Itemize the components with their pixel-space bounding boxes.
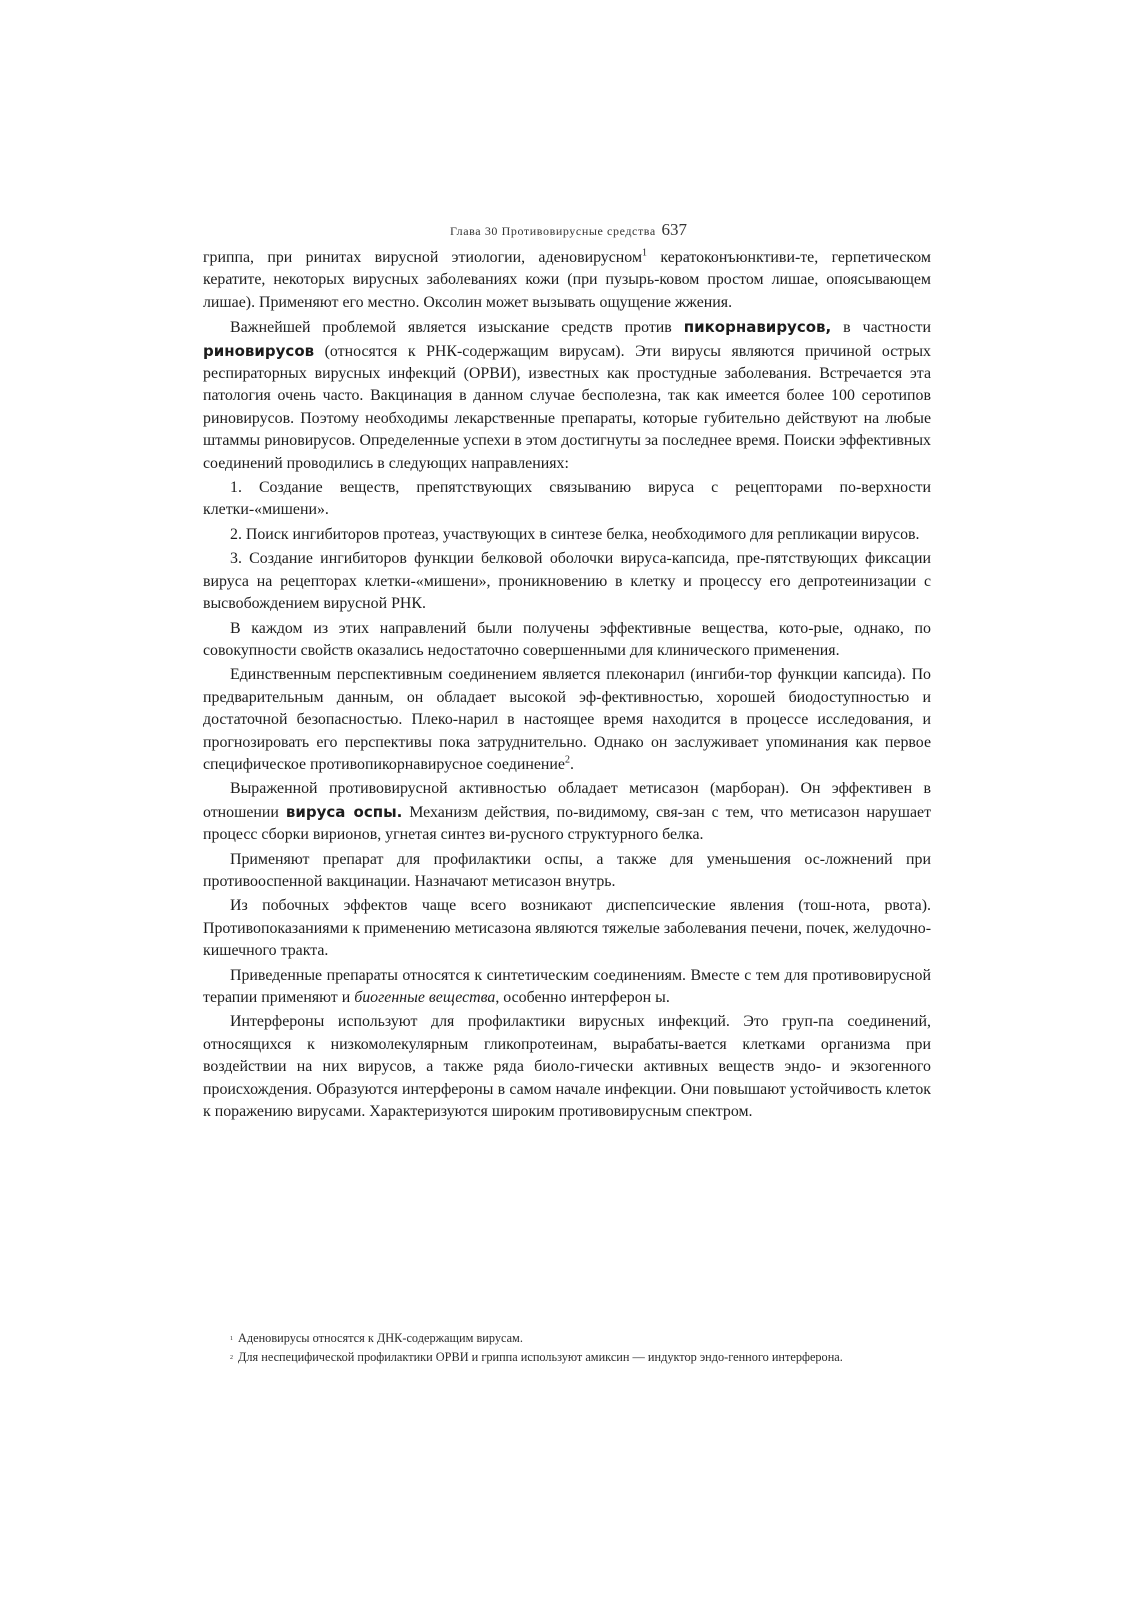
paragraph-8 <box>203 965 931 1010</box>
footnote-text: Аденовирусы относятся к ДНК-содержащим вирусам. <box>238 1331 523 1345</box>
text: Выраженной противовирусной активностью обладает метисазон (марборан). Он эффективен в отношении <box>203 780 931 821</box>
main-text <box>203 247 931 1125</box>
footnote-ref-1: 1 <box>642 247 648 259</box>
footnote-ref-2: 2 <box>564 754 570 766</box>
text: в частности <box>831 319 931 337</box>
footnote-1 <box>203 1329 931 1348</box>
paragraph-6: Применяют препарат для профилактики оспы, а также для уменьшения ос-ложнений при противооспенной вакцинации. Назначают метисазон внутрь. <box>203 850 931 890</box>
page-number: 637 <box>661 220 687 239</box>
paragraph-1 <box>203 247 931 314</box>
paragraph-7: Из побочных эффектов чаще всего возникают диспепсические явления (тош-нота, рвота). Противопоказаниями к применению метисазона являются тяжелые заболевания печени, почек, желудочно-кишечного тракта. <box>203 897 931 960</box>
footnote-text: Для неспецифической профилактики ОРВИ и гриппа используют амиксин — индуктор эндо-генного интерферона. <box>238 1350 843 1365</box>
chapter-title: Глава 30 Противовирусные средства <box>450 224 656 238</box>
footnote-mark: 2 <box>230 1355 233 1362</box>
list-item-3: 3. Создание ингибиторов функции белковой оболочки вируса-капсида, пре-пятствующих фиксации вируса на рецепторах клетки-«мишени», проникновению в клетку и процессу его депротеинизации с высвобождением вирусной РНК. <box>203 550 931 613</box>
list-item-2: 2. Поиск ингибиторов протеаз, участвующих в синтезе белка, необходимого для репликации вирусов. <box>230 525 920 543</box>
list-item-1: 1. Создание веществ, препятствующих связыванию вируса с рецепторами по-верхности клетки-«мишени». <box>203 479 931 519</box>
text: Единственным перспективным соединением является плеконарил (ингиби-тор функции капсида). По предварительным данным, он обладает высокой эф-фективностью, хорошей биодоступностью и достаточной безопасностью. Плеко-нарил в настоящее время находится в процессе исследования, и прогнозировать его перспективы пока затруднительно. Однако он заслуживает упоминания как первое специфическое противопикорнавирусное соединение <box>203 666 931 773</box>
paragraph-4 <box>203 664 931 776</box>
footnotes <box>203 1329 931 1367</box>
term-smallpox-virus: вируса оспы. <box>285 802 403 821</box>
running-header <box>206 220 931 240</box>
paragraph-2 <box>203 316 931 475</box>
text: кератоконъюнктиви-те, герпетическом кератите, некоторых вирусных заболеваниях кожи (при пузырь-ковом простом лишае, опоясывающем лишае). Применяют его местно. Оксолин может вызывать ощущение жжения. <box>203 249 931 311</box>
text: Механизм действия, по-видимому, свя-зан с тем, что метисазон нарушает процесс сборки вирионов, угнетая синтез ви-русного структурного белка. <box>203 803 932 844</box>
term-picornaviruses: пикорнавирусов, <box>683 318 832 337</box>
paragraph-5 <box>203 778 931 846</box>
paragraph-3: В каждом из этих направлений были получены эффективные вещества, кото-рые, однако, по совокупности свойств оказались недостаточно совершенными для клинического применения. <box>203 619 931 659</box>
paragraph-9: Интерфероны используют для профилактики вирусных инфекций. Это груп-па соединений, относящихся к низкомолекулярным гликопротеинам, вырабаты-вается клетками организма при воздействии на них вирусов, а также ряда биоло-гически активных веществ эндо- и экзогенного происхождения. Образуются интерфероны в самом начале инфекции. Они повышают устойчивость клеток к поражению вирусами. Характеризуются широким противовирусным спектром. <box>203 1013 931 1121</box>
text: Важнейшей проблемой является изыскание средств против <box>230 319 684 337</box>
text: гриппа, при ринитах вирусной этиологии, аденовирусном <box>203 249 643 266</box>
term-rhinoviruses: риновирусов <box>203 341 315 360</box>
text: (относятся к РНК-содержащим вирусам). Эти вирусы являются причиной острых респираторных вирусных инфекций (ОРВИ), известных как простудные заболевания. Встречается эта патология очень часто. Вакцинация в данном случае бесполезна, так как имеется более 100 серотипов риновирусов. Поэтому необходимы лекарственные препараты, которые губительно действуют на любые штаммы риновирусов. Определенные успехи в этом достигнуты за последнее время. Поиски эффективных соединений проводились в следующих направлениях: <box>203 342 931 472</box>
footnote-mark: 1 <box>230 1336 233 1343</box>
footnote-2 <box>203 1348 931 1367</box>
text: Приведенные препараты относятся к синтетическим соединениям. Вместе с тем для противовирусной терапии применяют и <box>203 966 931 1006</box>
text: . <box>569 755 574 773</box>
term-biogenic-substances: биогенные вещества <box>354 989 496 1006</box>
text: , особенно интерферон ы. <box>495 989 670 1006</box>
